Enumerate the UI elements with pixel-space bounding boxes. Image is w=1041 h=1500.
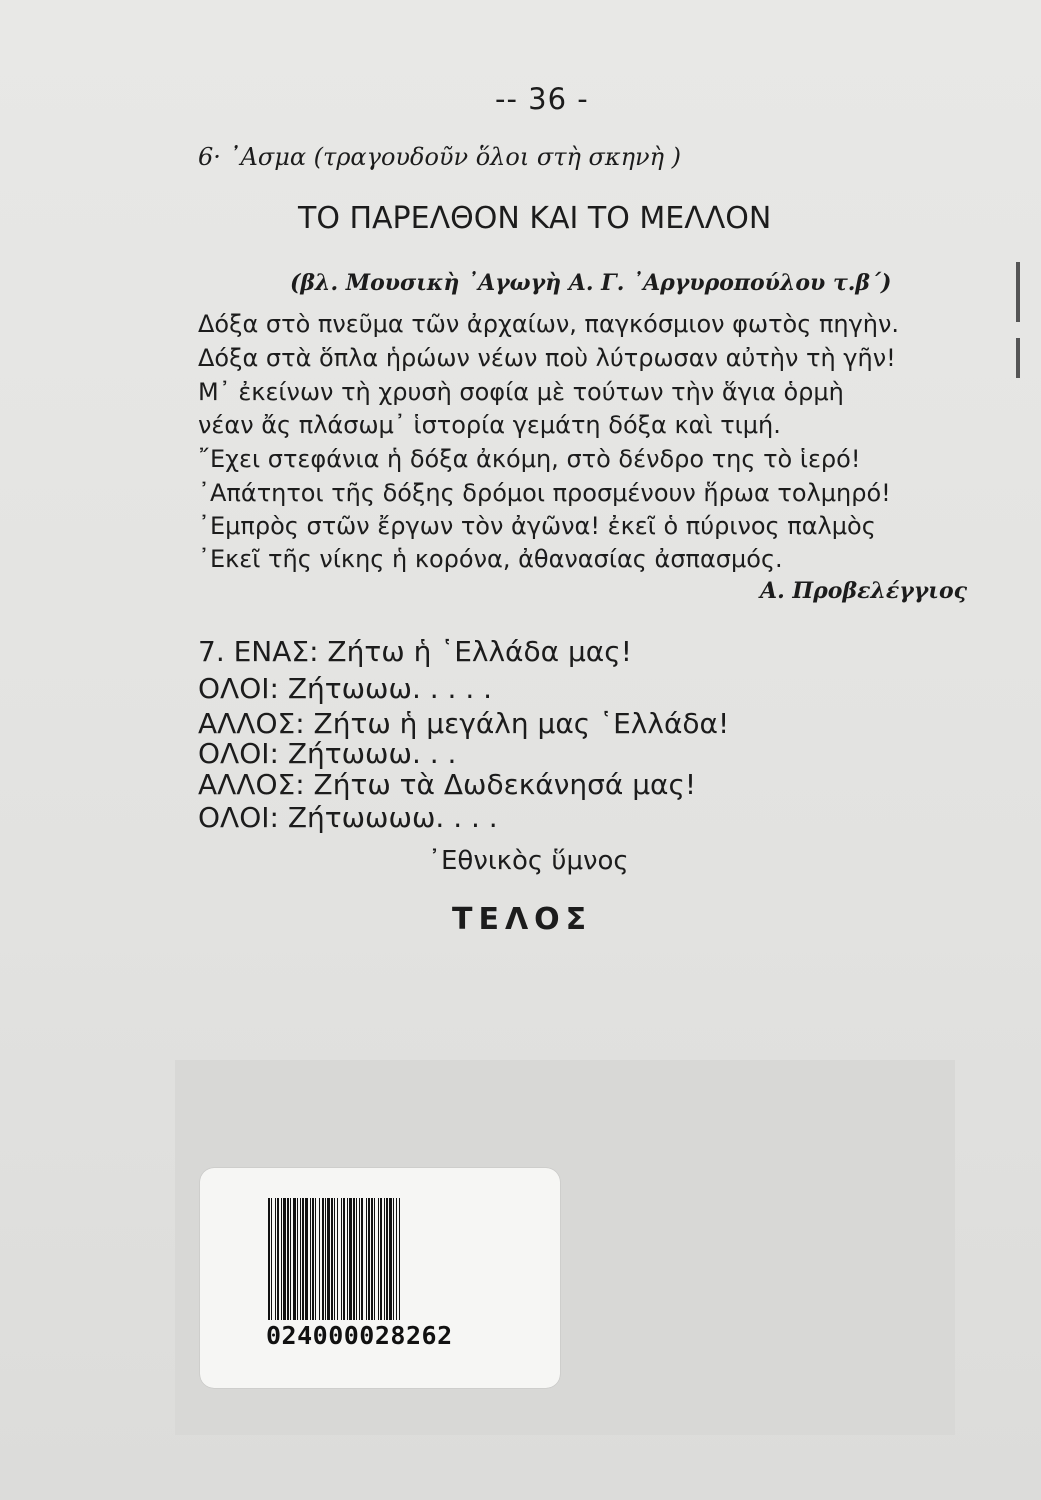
verse-line: Δόξα στὸ πνεῦμα τῶν ἀρχαίων, παγκόσμιον φωτὸς πηγὴν. — [198, 310, 900, 338]
barcode-number: 024000028262 — [266, 1321, 453, 1350]
dialog-line: ΟΛΟΙ: Ζήτωωω. . . — [198, 737, 457, 770]
verse-line: νέαν ἄς πλάσωμ᾿ ἱστορία γεμάτη δόξα καὶ τιμή. — [198, 411, 781, 439]
scan-mark — [1016, 338, 1020, 378]
the-end-heading: ΤΕΛΟΣ — [452, 902, 593, 937]
barcode-sticker — [200, 1168, 560, 1388]
song-reference: (βλ. Μουσικὴ ᾿Αγωγὴ Α. Γ. ᾿Αργυροπούλου τ.β΄) — [290, 270, 892, 296]
dialog-line: ΟΛΟΙ: Ζήτωωωω. . . . — [198, 801, 498, 834]
dialog-line: ΑΛΛΟΣ: Ζήτω ἡ μεγάλη μας ῾Ελλάδα! — [198, 707, 730, 740]
verse-line: Δόξα στὰ ὅπλα ἡρώων νέων ποὺ λύτρωσαν αὐτὴν τὴ γῆν! — [198, 344, 896, 372]
song-author: Α. Προβελέγγιος — [760, 578, 968, 604]
verse-line: ῎Εχει στεφάνια ἡ δόξα ἀκόμη, στὸ δένδρο της τὸ ἱερό! — [198, 445, 861, 473]
dialog-line: ΑΛΛΟΣ: Ζήτω τὰ Δωδεκάνησά μας! — [198, 768, 697, 801]
song-title: ΤΟ ΠΑΡΕΛΘΟΝ ΚΑΙ ΤΟ ΜΕΛΛΟΝ — [298, 201, 772, 236]
page-number: -- 36 - — [495, 82, 589, 116]
verse-line: ᾿Απάτητοι τῆς δόξης δρόμοι προσμένουν ἥρωα τολμηρό! — [198, 479, 891, 507]
verse-line: ᾿Εκεῖ τῆς νίκης ἡ κορόνα, ἀθανασίας ἀσπασμός. — [198, 545, 783, 573]
dialog-line: ΟΛΟΙ: Ζήτωωω. . . . . — [198, 672, 493, 705]
dialog-line: 7. ΕΝΑΣ: Ζήτω ἡ ῾Ελλάδα μας! — [198, 635, 632, 668]
national-anthem-note: ᾿Εθνικὸς ὕμνος — [428, 846, 629, 876]
song-intro: 6· ᾿Ασμα (τραγουδοῦν ὅλοι στὴ σκηνὴ ) — [198, 143, 681, 171]
verse-line: Μ᾿ ἐκείνων τὴ χρυσὴ σοφία μὲ τούτων τὴν ἅγια ὁρμὴ — [198, 378, 844, 406]
verse-line: ᾿Εμπρὸς στῶν ἔργων τὸν ἀγῶνα! ἐκεῖ ὁ πύρινος παλμὸς — [198, 512, 876, 540]
barcode-icon — [268, 1198, 483, 1320]
scan-mark — [1016, 262, 1020, 322]
